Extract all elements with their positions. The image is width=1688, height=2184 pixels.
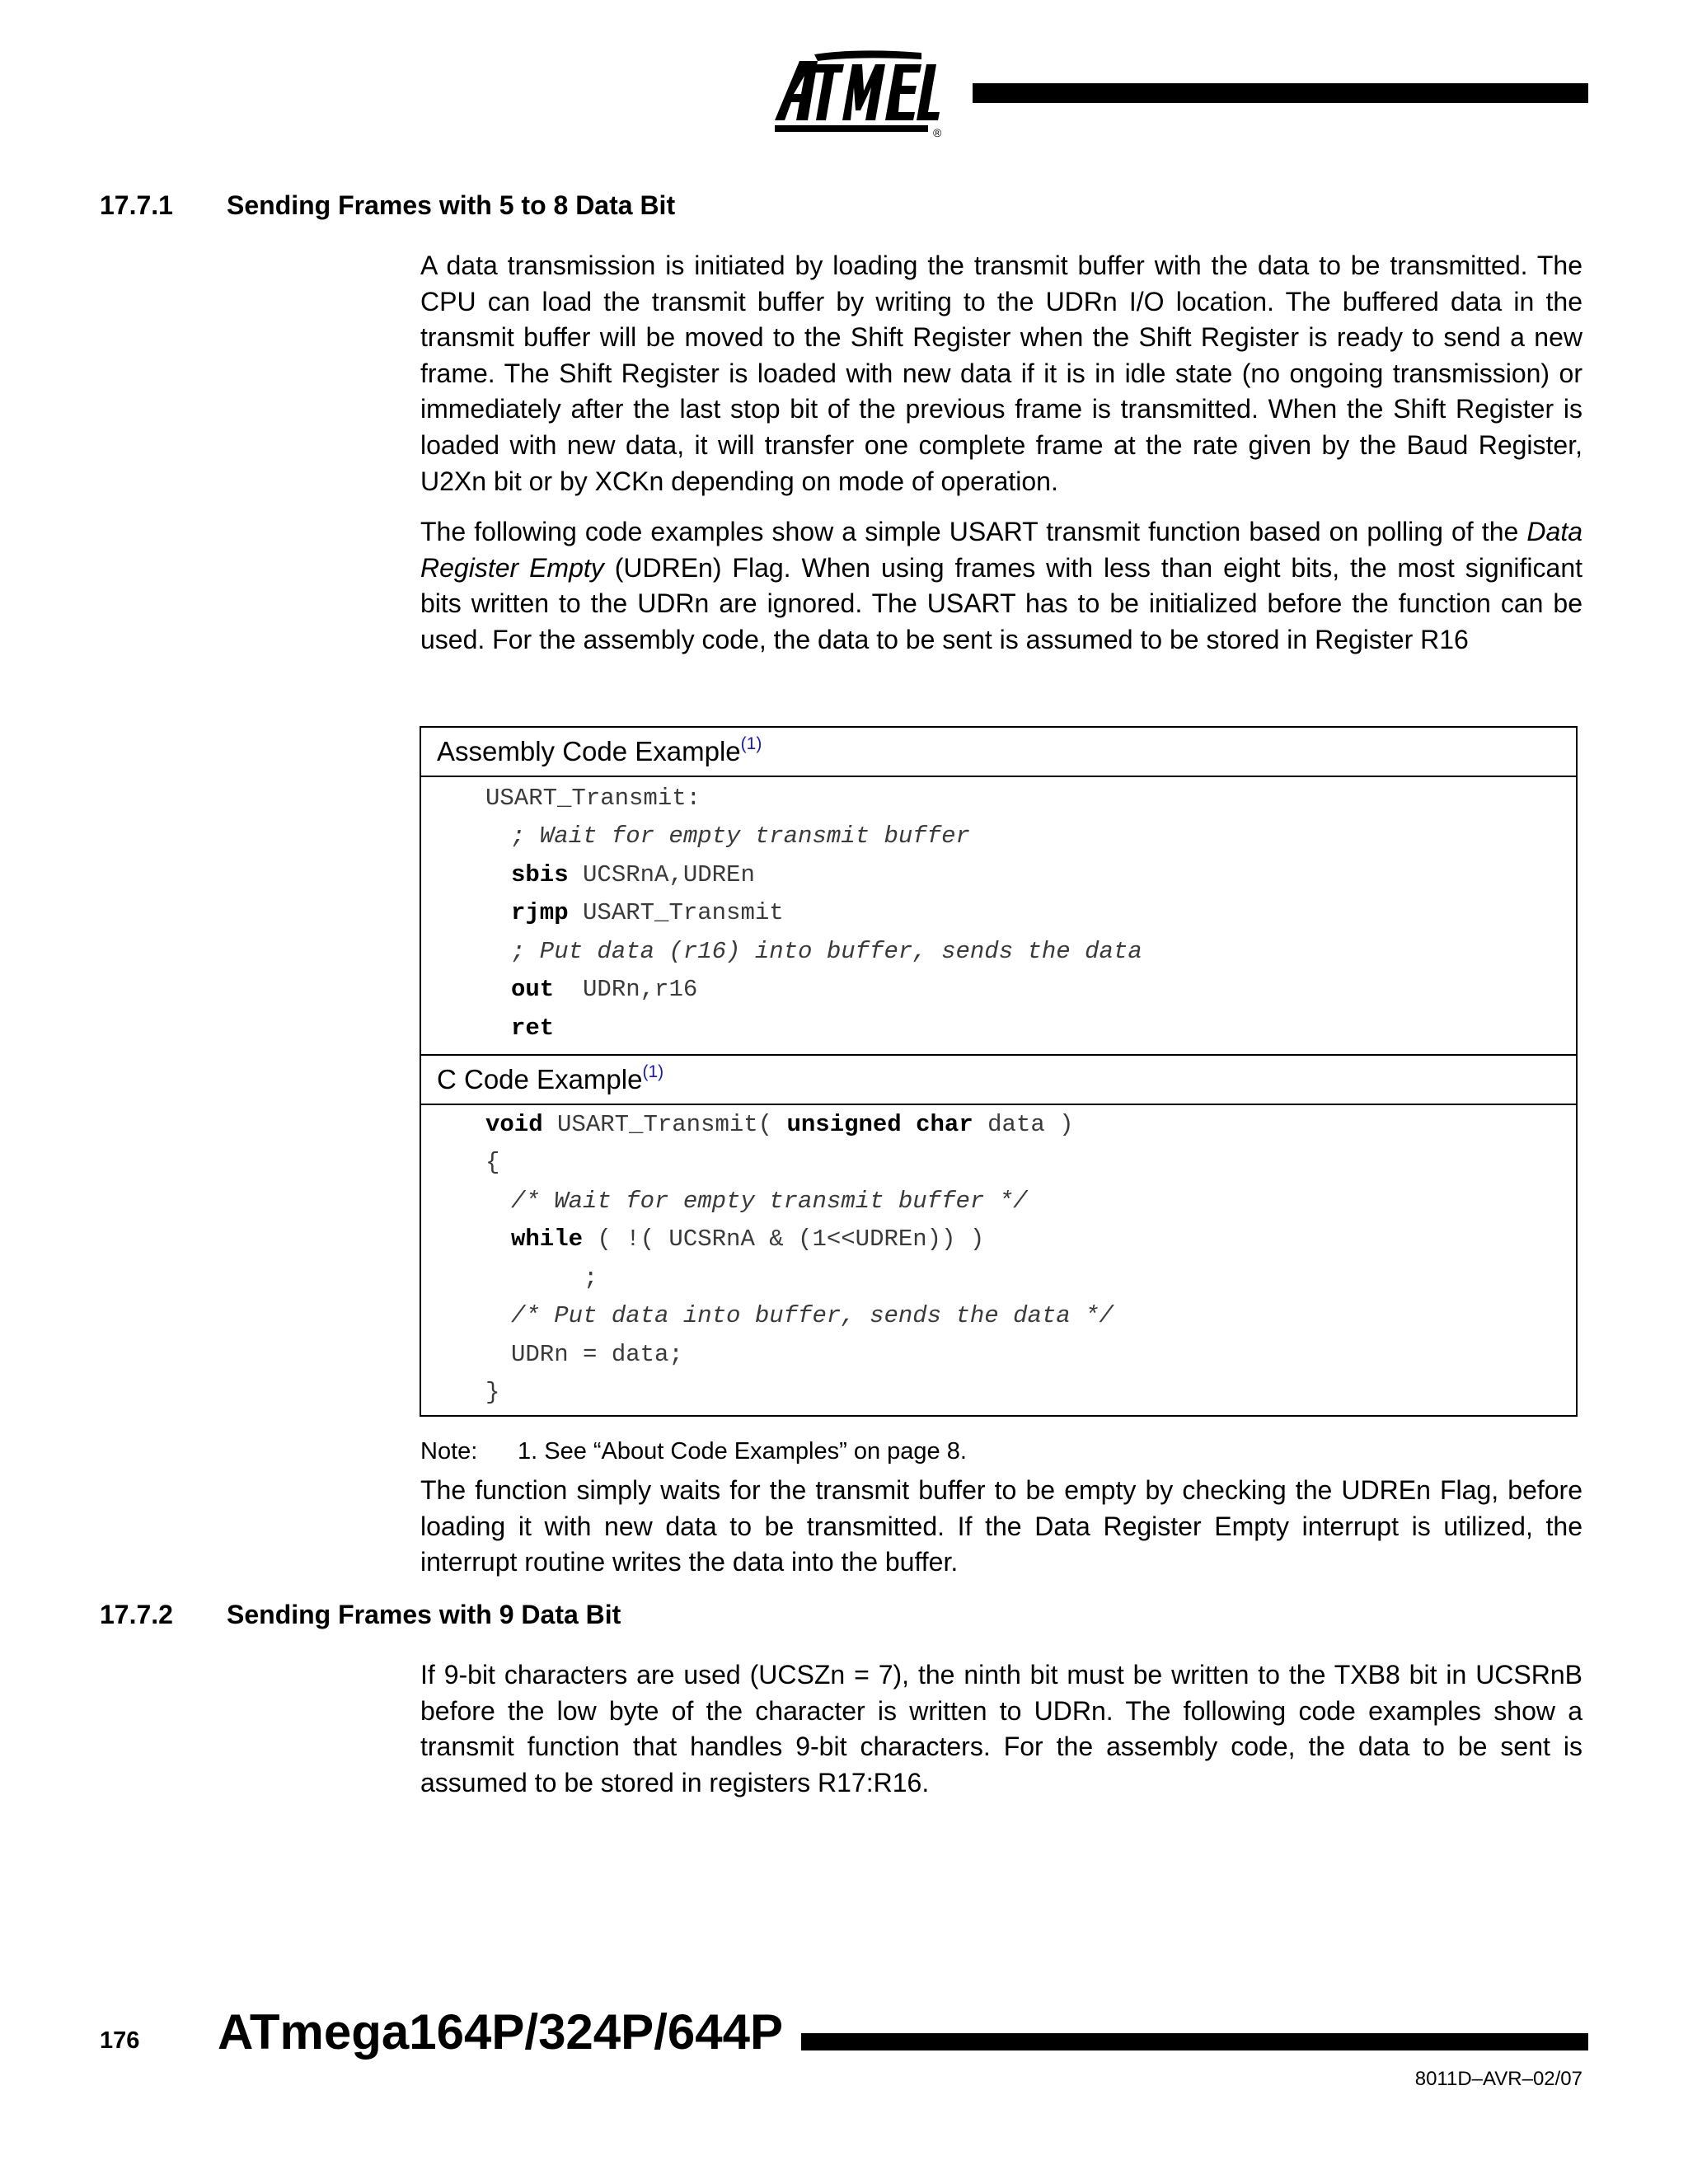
- c-heading-text: C Code Example: [437, 1064, 643, 1094]
- code-comment: [511, 1300, 1114, 1333]
- code-args: UDRn,r16: [554, 976, 698, 1003]
- comment-text: /* Put data into buffer, sends the data */: [511, 1302, 1114, 1329]
- code-line: [511, 897, 784, 930]
- code-text: USART_Transmit(: [542, 1111, 787, 1138]
- code-keyword: while: [511, 1226, 584, 1253]
- paragraph-code-intro: [420, 514, 1582, 658]
- code-text: ( !( UCSRnA & (1<<UDREn)) ): [583, 1226, 985, 1253]
- code-comment: [511, 935, 1142, 968]
- code-line: [511, 1223, 984, 1256]
- code-line: }: [485, 1379, 500, 1406]
- header-rule: [973, 83, 1588, 103]
- code-keyword: unsigned char: [786, 1111, 973, 1138]
- code-line: [485, 1108, 1074, 1141]
- code-keyword: rjmp: [511, 899, 569, 926]
- code-line: UDRn = data;: [511, 1341, 683, 1368]
- code-comment: [511, 1185, 1028, 1218]
- section-number: 17.7.2: [100, 1600, 173, 1629]
- paragraph-transmission: A data transmission is initiated by loading the transmit buffer with the data to be transmitted. The CPU can load the transmit buffer by writing to the UDRn I/O location. The buffered data in the transmit buffer will be moved to the Shift Register when the Shift Register is ready to send a new frame. The Shift Register is loaded with new data if it is in idle state (no ongoing transmission) or immediately after the last stop bit of the previous frame is transmitted. When the Shift Register is loaded with new data, it will transfer one complete frame at the rate given by the Baud Register, U2Xn bit or by XCKn depending on mode of operation.: [420, 251, 1582, 496]
- c-heading: [421, 1054, 1576, 1105]
- note-label: Note:: [420, 1438, 478, 1465]
- code-keyword: out: [511, 976, 555, 1003]
- document-code: 8011D–AVR–02/07: [1414, 2068, 1582, 2090]
- footnote: [420, 1435, 967, 1468]
- comment-text: ; Put data (r16) into buffer, sends the data: [511, 938, 1142, 965]
- section-title: Sending Frames with 5 to 8 Data Bit: [227, 190, 676, 220]
- code-line: USART_Transmit:: [485, 785, 701, 812]
- section-number: 17.7.1: [100, 190, 173, 220]
- code-args: USART_Transmit: [568, 899, 784, 926]
- code-line: {: [485, 1149, 500, 1176]
- para-text: (UDREn) Flag. When using frames with less than eight bits, the most significant bits written to the UDRn are ignored. The USART has to be initialized before the function can be used. For the assembly code, the data to be sent is assumed to be stored in Register R16: [420, 552, 1583, 654]
- footer-rule: [801, 2033, 1588, 2050]
- code-line: [511, 973, 697, 1006]
- code-keyword: sbis: [511, 861, 569, 888]
- section-title: Sending Frames with 9 Data Bit: [227, 1600, 621, 1629]
- code-example-box: [420, 726, 1578, 1417]
- asm-heading: [421, 728, 1576, 777]
- comment-text: ; Wait for empty transmit buffer: [511, 823, 970, 850]
- code-line: [511, 859, 755, 892]
- atmel-logo: [775, 49, 944, 140]
- paragraph-function-summary: The function simply waits for the transmit buffer to be empty by checking the UDREn Flag, before loading it with new data to be transmitted. If the Data Register Empty interrupt is utilized, the interrupt routine writes the data into the buffer.: [420, 1475, 1582, 1577]
- para-italic-term: Data Register Empty: [420, 517, 1582, 583]
- comment-text: /* Wait for empty transmit buffer */: [511, 1188, 1028, 1215]
- code-comment: [511, 820, 970, 853]
- para-text: The following code examples show a simple USART transmit function based on polling of the: [420, 517, 1527, 546]
- paragraph-9bit: If 9-bit characters are used (UCSZn = 7), the ninth bit must be written to the TXB8 bit in UCSRnB before the low byte of the character is written to UDRn. The following code examples show a transmit function that handles 9-bit characters. For the assembly code, the data to be sent is assumed to be stored in registers R17:R16.: [420, 1660, 1582, 1797]
- code-args: UCSRnA,UDREn: [568, 861, 755, 888]
- page-number: 176: [100, 2027, 140, 2054]
- code-line: ;: [584, 1264, 598, 1291]
- code-line: [511, 1012, 554, 1045]
- footnote-ref-link[interactable]: (1): [642, 1062, 664, 1081]
- registered-mark: ®: [933, 126, 942, 139]
- asm-heading-text: Assembly Code Example: [437, 736, 741, 766]
- code-keyword: ret: [511, 1015, 555, 1042]
- footer-product-title: ATmega164P/324P/644P: [218, 2004, 783, 2060]
- footnote-ref-link[interactable]: (1): [740, 734, 762, 753]
- note-text[interactable]: 1. See “About Code Examples” on page 8.: [518, 1438, 967, 1465]
- code-text: data ): [973, 1111, 1074, 1138]
- code-keyword: void: [485, 1111, 543, 1138]
